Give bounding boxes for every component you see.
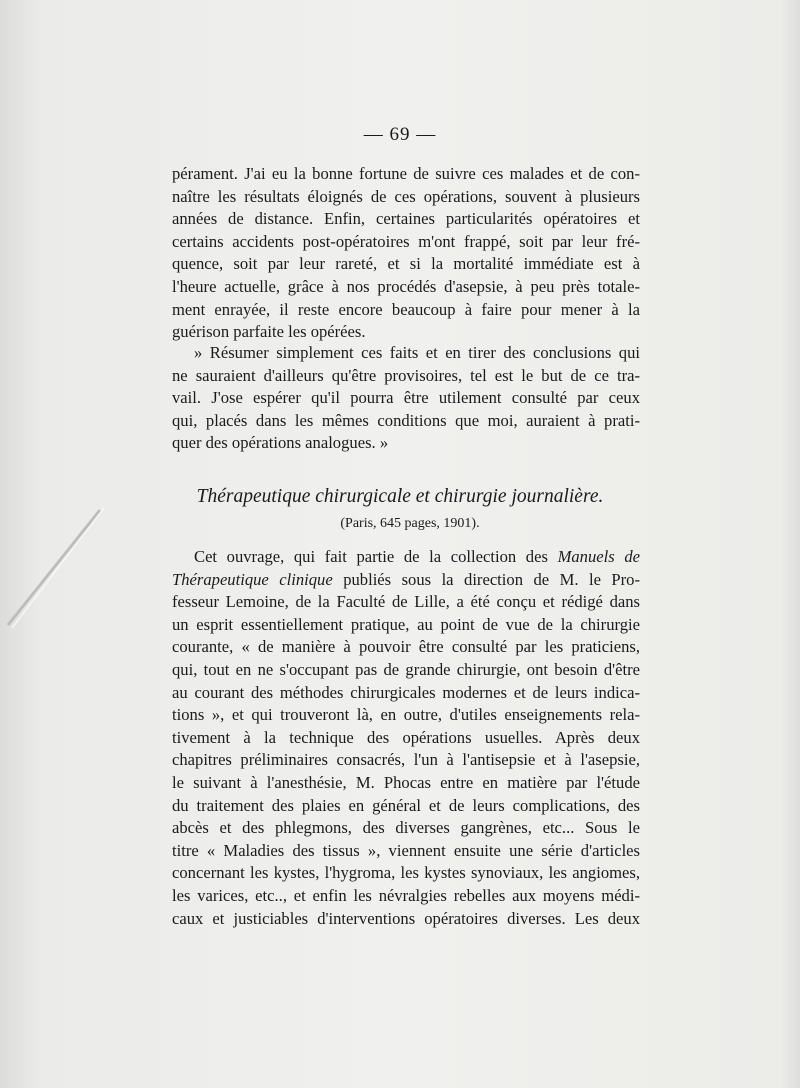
paragraph-2: [172, 342, 640, 455]
text-line: titre « Maladies des tissus », viennent ensuite une série d'articles: [172, 840, 640, 860]
text-line: guérison parfaite les opérées.: [172, 322, 366, 342]
italic-title: Thérapeutique clinique: [172, 569, 333, 589]
page-number: — 69 —: [363, 124, 437, 145]
text-line: l'heure actuelle, grâce à nos procédés d'asepsie, à peu près totale-: [172, 276, 640, 296]
italic-title: Manuels de: [557, 547, 640, 566]
text-line: ne sauraient d'ailleurs qu'être provisoires, tel est le but de ce tra-: [172, 365, 640, 385]
text-line: naître les résultats éloignés de ces opérations, souvent à plusieurs: [172, 186, 640, 206]
text-line: courante, « de manière à pouvoir être consulté par les praticiens,: [172, 637, 640, 657]
text-line: qui, tout en ne s'occupant pas de grande chirurgie, ont besoin d'être: [172, 659, 640, 679]
text-line: caux et justiciables d'interventions opératoires diverses. Les deux: [172, 908, 640, 928]
text-line: tions », et qui trouveront là, en outre, d'utiles enseignements rela-: [172, 705, 640, 725]
text-line: vail. J'ose espérer qu'il pourra être utilement consulté par ceux: [172, 388, 640, 408]
text-line: concernant les kystes, l'hygroma, les kystes synoviaux, les angiomes,: [172, 863, 640, 883]
paragraph-3: [172, 546, 640, 930]
text-line: tivement à la technique des opérations usuelles. Après deux: [172, 727, 640, 747]
text-line: années de distance. Enfin, certaines particularités opératoires et: [172, 209, 640, 229]
text-line: au courant des méthodes chirurgicales modernes et de leurs indica-: [172, 682, 640, 702]
text-line: quer des opérations analogues. »: [172, 433, 389, 453]
text-line: les varices, etc.., et enfin les névralgies rebelles aux moyens médi-: [172, 885, 640, 905]
text-line: certains accidents post-opératoires m'ont frappé, soit par leur fré-: [172, 231, 640, 251]
text-line: pérament. J'ai eu la bonne fortune de suivre ces malades et de con-: [172, 164, 640, 183]
text-line: quence, soit par leur rareté, et si la mortalité immédiate est à: [172, 254, 640, 274]
text-line: fesseur Lemoine, de la Faculté de Lille, a été conçu et rédigé dans: [172, 592, 640, 612]
text-line: chapitres préliminaires consacrés, l'un à l'antisepsie et à l'asepsie,: [172, 750, 640, 770]
paragraph-1: [172, 163, 640, 344]
section-title: Thérapeutique chirurgicale et chirurgie journalière.: [196, 486, 604, 507]
text-line: du traitement des plaies en général et de leurs complications, des: [172, 795, 640, 815]
text-line: Thérapeutique clinique publiés sous la direction de M. le Pro-: [172, 569, 641, 589]
text-line: » Résumer simplement ces faits et en tirer des conclusions qui: [194, 343, 640, 362]
text-line: un esprit essentiellement pratique, au point de vue de la chirurgie: [172, 614, 640, 634]
text-line: abcès et des phlegmons, des diverses gangrènes, etc... Sous le: [172, 818, 640, 838]
section-subtitle: (Paris, 645 pages, 1901).: [340, 516, 480, 531]
text-line: ment enrayée, il reste encore beaucoup à faire pour mener à la: [172, 299, 640, 319]
text-line: qui, placés dans les mêmes conditions que moi, auraient à prati-: [172, 410, 640, 430]
text-line: le suivant à l'anesthésie, M. Phocas entre en matière par l'étude: [172, 772, 640, 792]
text-line: Cet ouvrage, qui fait partie de la collection des Manuels de: [194, 547, 640, 566]
